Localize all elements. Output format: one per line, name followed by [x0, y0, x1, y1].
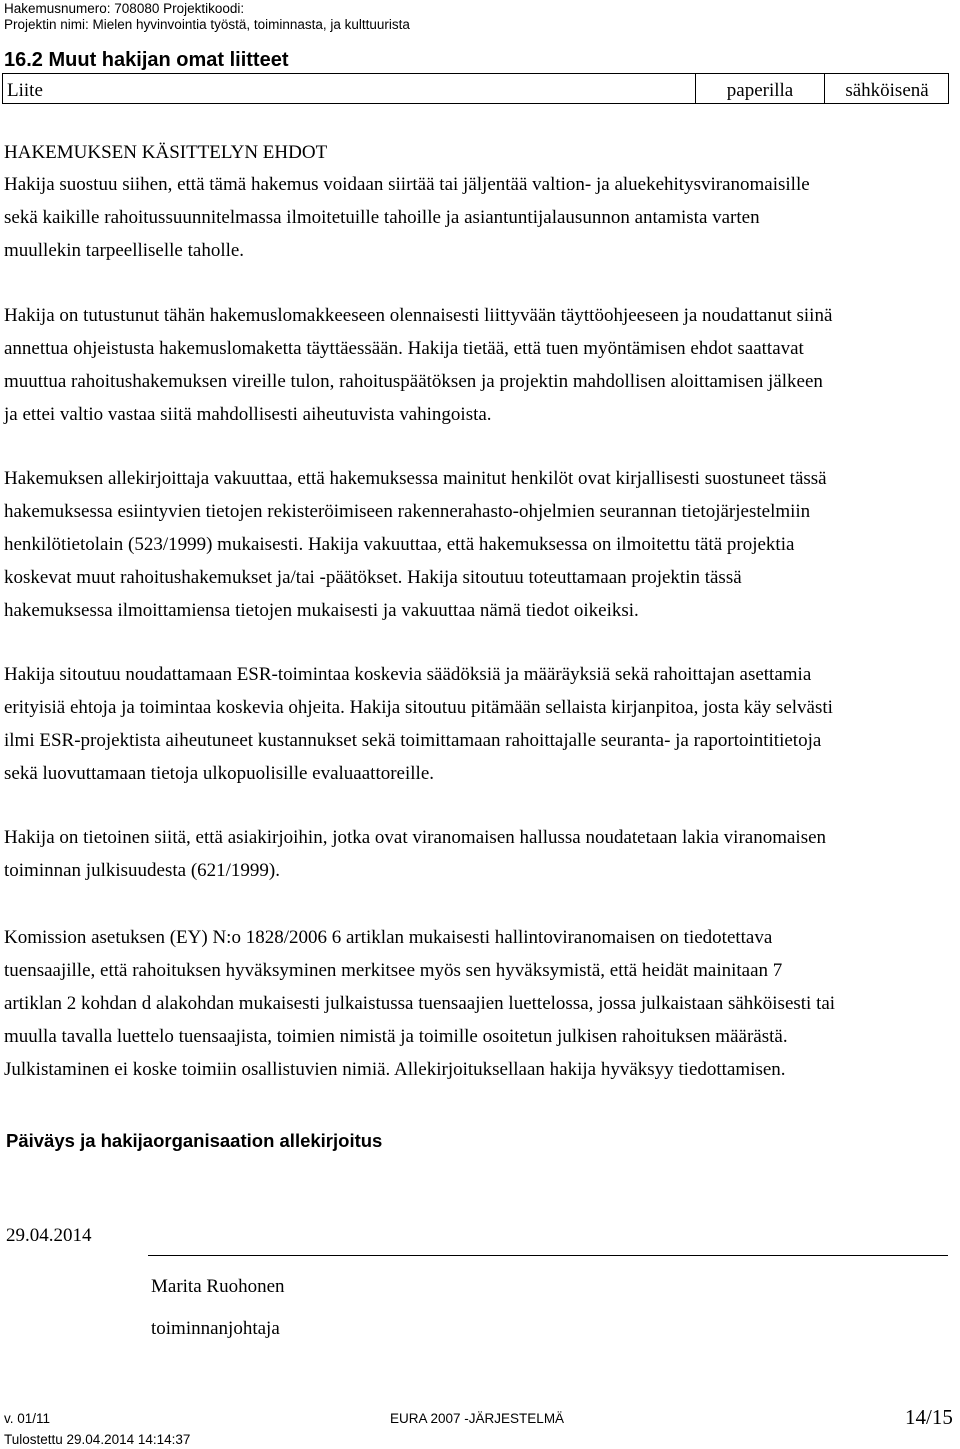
footer-printed: Tulostettu 29.04.2014 14:14:37 [4, 1432, 191, 1447]
text-line: muuttua rahoitushakemuksen vireille tulon, rahoituspäätöksen ja projektin mahdollisen aloittamisen jälkeen [4, 371, 823, 392]
text-line: hakemuksessa esiintyvien tietojen rekisteröimiseen rakennerahasto-ohjelmien seurannan tietojärjestelmiin [4, 501, 811, 522]
terms-heading: HAKEMUKSEN KÄSITTELYN EHDOT [4, 142, 328, 163]
terms-paragraph [4, 921, 956, 1086]
text-line: toiminnan julkisuudesta (621/1999). [4, 860, 281, 881]
terms-paragraph [4, 462, 956, 627]
text-line: tuensaajille, että rahoituksen hyväksyminen merkitsee myös sen hyväksymistä, että heidät mainitaan 7 [4, 960, 783, 981]
text-line: hakemuksessa ilmoittamiensa tietojen mukaisesti ja vakuuttaa nämä tiedot oikeiksi. [4, 600, 639, 621]
signature-heading: Päiväys ja hakijaorganisaation allekirjoitus [6, 1130, 383, 1151]
terms-paragraph [4, 821, 956, 887]
text-line: annettua ohjeistusta hakemuslomaketta täyttäessään. Hakija tietää, että tuen myöntämisen ehdot saattavat [4, 338, 804, 359]
text-line: ilmi ESR-projektista aiheutuneet kustannukset sekä toimittamaan rahoittajalle seuranta- ja raportointitietoja [4, 730, 822, 751]
text-line: artiklan 2 kohdan d alakohdan mukaisesti julkaistussa tuensaajien luettelossa, jossa julkaistaan sähköisesti tai [4, 993, 836, 1014]
attachments-table [2, 73, 949, 104]
terms-paragraph [4, 658, 956, 790]
column-header-electronic: sähköisenä [824, 74, 949, 103]
text-line: henkilötietolain (523/1999) mukaisesti. Hakija vakuuttaa, että hakemuksessa on ilmoitettu tätä projektia [4, 534, 795, 555]
text-line: ja ettei valtio vastaa siitä mahdollisesti aiheutuvista vahingoista. [4, 404, 492, 425]
text-line: muulla tavalla luettelo tuensaajista, toimien nimistä ja toimille osoitetun julkisen rahoituksen määrästä. [4, 1026, 788, 1047]
signature-date: 29.04.2014 [6, 1225, 92, 1246]
signatory-name: Marita Ruohonen [151, 1276, 285, 1297]
terms-paragraph [4, 299, 956, 431]
column-header-paper: paperilla [695, 74, 824, 103]
application-number: Hakemusnumero: 708080 Projektikoodi: [4, 1, 245, 16]
footer-page-number: 14/15 [905, 1405, 953, 1429]
text-line: muullekin tarpeelliselle taholle. [4, 240, 245, 261]
text-line: Julkistaminen ei koske toimiin osallistuvien nimiä. Allekirjoituksellaan hakija hyväksyy tiedottamisen. [4, 1059, 786, 1080]
footer-version: v. 01/11 [4, 1411, 51, 1426]
signature-line [148, 1255, 948, 1256]
column-header-attachment: Liite [7, 80, 43, 101]
section-title: 16.2 Muut hakijan omat liitteet [4, 49, 289, 71]
terms-paragraph [4, 168, 956, 267]
text-line: sekä luovuttamaan tietoja ulkopuolisille evaluaattoreille. [4, 763, 435, 784]
signatory-title: toiminnanjohtaja [151, 1318, 280, 1339]
footer-system: EURA 2007 -JÄRJESTELMÄ [390, 1411, 565, 1426]
text-line: koskevat muut rahoitushakemukset ja/tai -päätökset. Hakija sitoutuu toteuttamaan projektin tässä [4, 567, 742, 588]
text-line: Hakija sitoutuu noudattamaan ESR-toimintaa koskevia säädöksiä ja määräyksiä sekä rahoittajan asettamia [4, 664, 812, 685]
text-line: Hakija on tietoinen siitä, että asiakirjoihin, jotka ovat viranomaisen hallussa noudatetaan lakia viranomaisen [4, 827, 827, 848]
text-line: Komission asetuksen (EY) N:o 1828/2006 6 artiklan mukaisesti hallintoviranomaisen on tiedotettava [4, 927, 773, 948]
text-line: Hakija on tutustunut tähän hakemuslomakkeeseen olennaisesti liittyvään täyttöohjeeseen ja noudattanut siinä [4, 305, 833, 326]
text-line: erityisiä ehtoja ja toimintaa koskevia ohjeita. Hakija sitoutuu pitämään sellaista kirjanpitoa, josta käy selvästi [4, 697, 833, 718]
text-line: Hakija suostuu siihen, että tämä hakemus voidaan siirtää tai jäljentää valtion- ja aluekehitysviranomaisille [4, 174, 810, 195]
text-line: sekä kaikille rahoitussuunnitelmassa ilmoitetuille tahoille ja asiantuntijalausunnon antamista varten [4, 207, 760, 228]
text-line: Hakemuksen allekirjoittaja vakuuttaa, että hakemuksessa mainitut henkilöt ovat kirjallisesti suostuneet tässä [4, 468, 827, 489]
project-name: Projektin nimi: Mielen hyvinvointia työstä, toiminnasta, ja kulttuurista [4, 17, 410, 32]
